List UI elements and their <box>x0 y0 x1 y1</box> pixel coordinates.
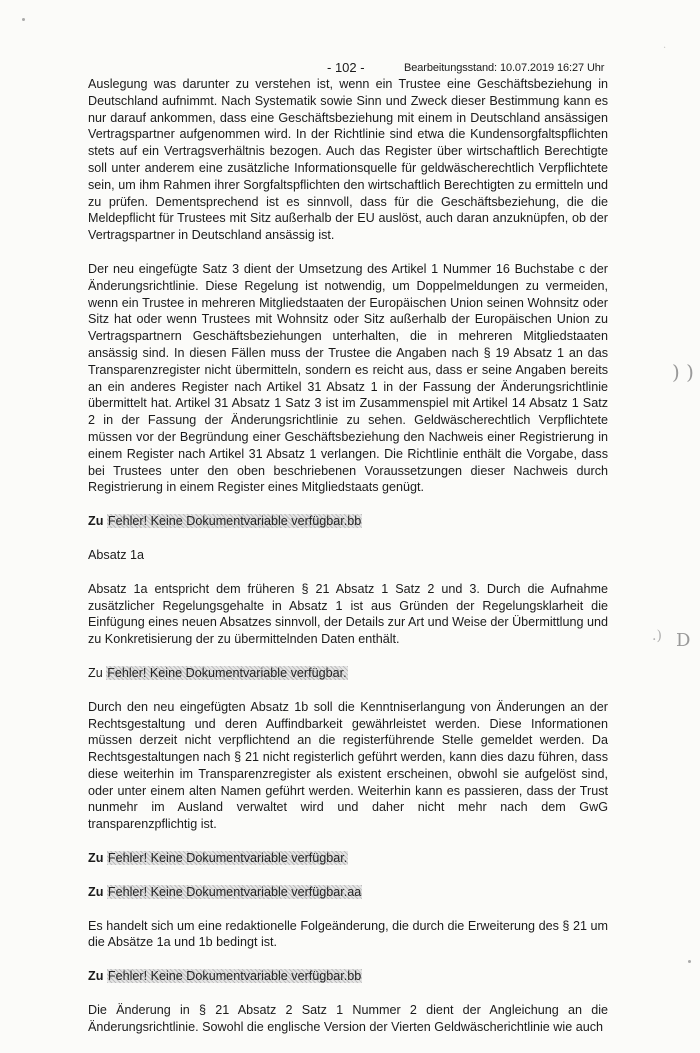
scan-artifact: ) ) <box>672 360 694 384</box>
page-number: - 102 - <box>327 60 365 75</box>
field-placeholder: Fehler! Keine Dokumentvariable verfügbar.bb <box>107 969 362 984</box>
paragraph: Die Änderung in § 21 Absatz 2 Satz 1 Nummer 2 dient der Angleichung an die Änderungsrichtlinie. Sowohl die englische Version der Vierten Geldwäscherichtlinie wie auch <box>88 1003 608 1034</box>
field-placeholder: Fehler! Keine Dokumentvariable verfügbar.bb <box>107 514 362 529</box>
edit-status: Bearbeitungsstand: 10.07.2019 16:27 Uhr <box>404 62 605 74</box>
section-heading: Zu Fehler! Keine Dokumentvariable verfügbar.bb <box>88 514 362 529</box>
field-placeholder: Fehler! Keine Dokumentvariable verfügbar.aa <box>107 884 362 899</box>
section-heading: Zu Fehler! Keine Dokumentvariable verfügbar.aa <box>88 884 362 899</box>
scan-artifact <box>688 960 691 963</box>
scan-artifact <box>22 18 25 21</box>
scan-artifact: . <box>663 40 667 51</box>
section-heading: Zu Fehler! Keine Dokumentvariable verfügbar.bb <box>88 969 362 984</box>
section-heading: Zu Fehler! Keine Dokumentvariable verfügbar. <box>88 851 348 866</box>
subsection-label: Absatz 1a <box>88 547 145 562</box>
paragraph: Der neu eingefügte Satz 3 dient der Umsetzung des Artikel 1 Nummer 16 Buchstabe c der Änderungsrichtlinie. Diese Regelung ist notwendig, um Doppelmeldungen zu vermeiden, wenn ein Trustee in mehreren Mitgliedstaaten der Europäischen Union seinen Wohnsitz oder Sitz hat oder wenn Trustees mit Wohnsitz oder Sitz außerhalb der Europäischen Union zu Vertragspartnern Geschäftsbeziehungen unterhalten, die in mehreren Mitgliedstaaten ansässig sind. In diesen Fällen muss der Trustee die Angaben nach § 19 Absatz 1 an das Transparenzregister nicht übermitteln, sondern es reicht aus, dass er seine Angaben bereits an ein anderes Register nach Artikel 31 Absatz 1 in der Fassung der Änderungsrichtlinie übermittelt hat. Artikel 31 Absatz 1 Satz 3 ist im Zusammenspiel mit Artikel 14 Absatz 1 Satz 2 in der Fassung der Änderungsrichtlinie zu sehen. Geldwäscherechtlich Verpflichtete müssen vor der Begründung einer Geschäftsbeziehung den Nachweis einer Registrierung in einem Register nach Artikel 31 Absatz 1 verlangen. Die Richtlinie enthält die Vorgabe, dass bei Trustees unter den oben beschriebenen Voraussetzungen dieser Nachweis durch Registrierung in einem Register eines Mitgliedstaats genügt. <box>88 261 608 495</box>
section-heading: Zu Fehler! Keine Dokumentvariable verfügbar. <box>88 665 347 680</box>
scan-artifact: .) <box>652 628 662 644</box>
paragraph: Durch den neu eingefügten Absatz 1b soll die Kenntniserlangung von Änderungen an der Rechtsgestaltung und deren Auffindbarkeit gewährleistet werden. Diese Informationen müssen derzeit nicht verpflichtend an die registerführende Stelle gemeldet werden. Da Rechtsgestaltungen nach § 21 nicht registerlich geführt werden, kann dies dazu führen, dass diese weiterhin im Transparenzregister als existent erscheinen, obwohl sie aufgelöst sind, oder unter einem alten Namen geführt werden. Weiterhin kann es passieren, dass der Trust nunmehr im Ausland verwaltet wird und daher nicht mehr nach dem GwG transparenzpflichtig ist. <box>88 699 608 832</box>
paragraph: Es handelt sich um eine redaktionelle Folgeänderung, die durch die Erweiterung des § 21 um die Absätze 1a und 1b bedingt ist. <box>88 918 608 950</box>
document-body <box>88 76 608 1053</box>
field-placeholder: Fehler! Keine Dokumentvariable verfügbar. <box>107 851 348 866</box>
paragraph: Absatz 1a entspricht dem früheren § 21 Absatz 1 Satz 2 und 3. Durch die Aufnahme zusätzlicher Regelungsgehalte in Absatz 1 ist aus Gründen der Regelungsklarheit die Einfügung eines neuen Absatzes sinnvoll, der Details zur Art und Weise der Übermittlung und zu Konkretisierung der zu übermittelnden Daten enthält. <box>88 581 608 647</box>
scan-artifact: D <box>676 630 691 651</box>
field-placeholder: Fehler! Keine Dokumentvariable verfügbar. <box>107 665 347 680</box>
paragraph: Auslegung was darunter zu verstehen ist, wenn ein Trustee eine Geschäftsbeziehung in Deutschland aufnimmt. Nach Systematik sowie Sinn und Zweck dieser Bestimmung kann es nur darauf ankommen, dass eine Geschäftsbeziehung mit einem in Deutschland ansässigen Vertragspartner aufgenommen wird. In der Richtlinie sind etwa die Kundensorgfaltspflichten stets auf ein Vertragsverhältnis bezogen. Auch das Register über wirtschaftlich Berechtigte soll unter anderem eine zusätzliche Informationsquelle für geldwäscherechtlich Verpflichtete sein, um ihm Rahmen ihrer Sorgfaltspflichten den wirtschaftlich Berechtigten zu ermitteln und zu prüfen. Dementsprechend ist es sinnvoll, dass für die Geschäftsbeziehung, die die Meldepflicht für Trustees mit Sitz außerhalb der EU auslöst, auch daran anzuknüpfen, ob der Vertragspartner in Deutschland ansässig ist. <box>88 77 608 243</box>
